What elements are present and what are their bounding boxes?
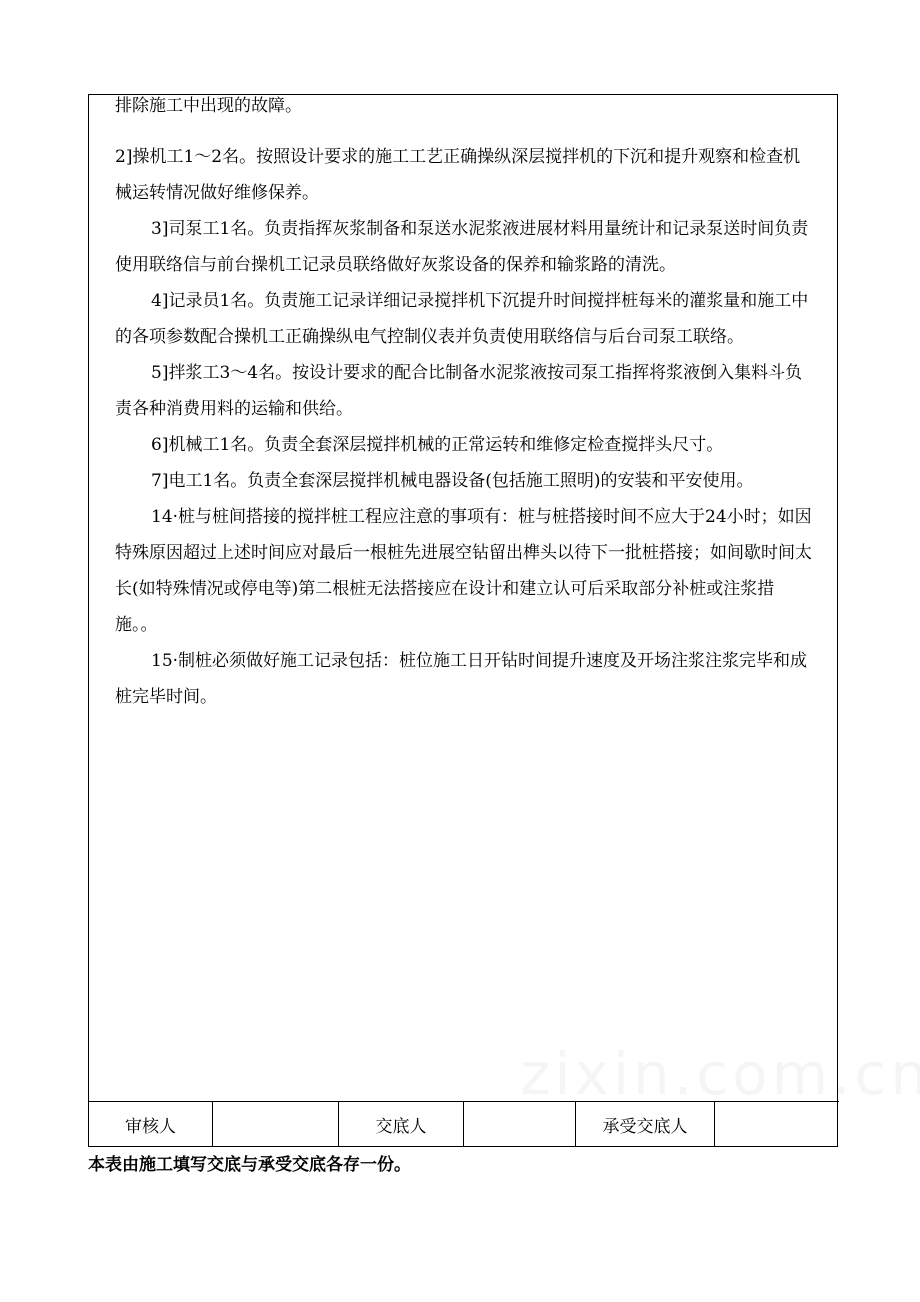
signature-row [89,1101,839,1147]
paragraph-6: 7]电工1名。负责全套深层搅拌机械电器设备(包括施工照明)的安装和平安使用。 [151,471,754,491]
reviewer-field[interactable] [213,1102,339,1147]
paragraph-8: 15·制桩必须做好施工记录包括：桩位施工日开钻时间提升速度及开场注浆注浆完毕和成桩完毕时间。 [115,651,808,707]
paragraph-3: 4]记录员1名。负责施工记录详细记录搅拌机下沉提升时间搅拌桩每米的灌浆量和施工中的各项参数配合操机工正确操纵电气控制仪表并负责使用联络信与后台司泵工联络。 [115,291,809,347]
reviewer-label: 审核人 [89,1102,213,1147]
presenter-field[interactable] [464,1102,576,1147]
paragraph-5: 6]机械工1名。负责全套深层搅拌机械的正常运转和维修定检查搅拌头尺寸。 [151,435,724,455]
paragraph-4: 5]拌浆工3～4名。按设计要求的配合比制备水泥浆液按司泵工指挥将浆液倒入集料斗负责各种消费用料的运输和供给。 [115,363,803,419]
body-content [89,95,839,1101]
paragraph-1: 2]操机工1～2名。按照设计要求的施工工艺正确操纵深层搅拌机的下沉和提升观察和检查机械运转情况做好维修保养。 [115,147,801,203]
footer-note: 本表由施工填写交底与承受交底各存一份。 [88,1155,411,1175]
presenter-label: 交底人 [339,1102,464,1147]
receiver-label: 承受交底人 [576,1102,715,1147]
receiver-field[interactable] [715,1102,839,1147]
handover-table [88,94,838,1147]
paragraph-2: 3]司泵工1名。负责指挥灰浆制备和泵送水泥浆液进展材料用量统计和记录泵送时间负责使用联络信与前台操机工记录员联络做好灰浆设备的保养和输浆路的清洗。 [115,219,809,275]
paragraph-7: 14·桩与桩间搭接的搅拌桩工程应注意的事项有：桩与桩搭接时间不应大于24小时；如因特殊原因超过上述时间应对最后一根桩先进展空钻留出榫头以待下一批桩搭接；如间歇时间太长(如特殊情况或停电等)第二根桩无法搭接应在设计和建立认可后采取部分补桩或注浆措施。。 [115,507,812,635]
paragraph-0: 排除施工中出现的故障。 [115,96,302,116]
